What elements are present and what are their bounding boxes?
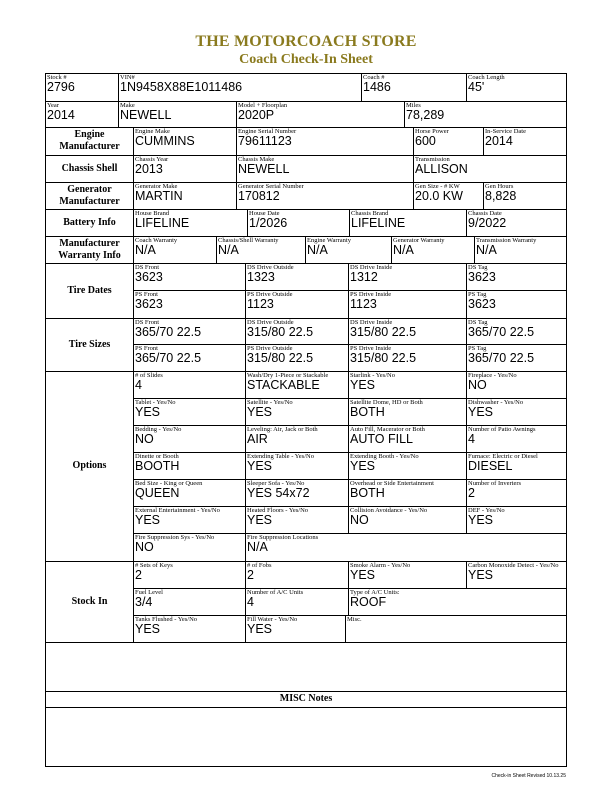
tire-sizes-section-label: Tire Sizes bbox=[68, 338, 111, 350]
chassis-date-value: 9/2022 bbox=[468, 216, 507, 230]
grid-line bbox=[247, 209, 248, 236]
option-satellite-value: YES bbox=[247, 405, 273, 419]
transmission-value: ALLISON bbox=[415, 162, 468, 176]
option-dishwasher-label: Dishwasher - Yes/No bbox=[468, 399, 524, 406]
option-inverters-label: Number of Inverters bbox=[468, 480, 522, 487]
tire-size-ds-front-value: 365/70 22.5 bbox=[135, 325, 202, 339]
gen-hours-label: Gen Hours bbox=[485, 183, 514, 190]
horse-power-label: Horse Power bbox=[415, 128, 449, 135]
grid-line bbox=[413, 155, 414, 182]
grid-line bbox=[236, 155, 237, 182]
option-sleeper-sofa-value: YES 54x72 bbox=[247, 486, 310, 500]
grid-line bbox=[45, 155, 567, 156]
generator-make-label: Generator Make bbox=[135, 183, 178, 190]
grid-line bbox=[45, 318, 567, 319]
tire-size-ps-drive-in-value: 315/80 22.5 bbox=[350, 351, 417, 365]
year-label: Year bbox=[47, 102, 59, 109]
grid-line bbox=[466, 74, 467, 101]
option-overhead-ent-value: BOTH bbox=[350, 486, 385, 500]
grid-line bbox=[118, 74, 119, 101]
grid-line bbox=[348, 371, 349, 533]
smoke-alarm-value: YES bbox=[350, 568, 376, 582]
option-fireplace-value: NO bbox=[468, 378, 487, 392]
tire-size-ds-drive-in-label: DS Drive Inside bbox=[350, 319, 393, 326]
coach-length-value: 45' bbox=[468, 80, 485, 94]
chassis-make-value: NEWELL bbox=[238, 162, 290, 176]
generator-make-value: MARTIN bbox=[135, 189, 183, 203]
option-bed-size-label: Bed Size - King or Queen bbox=[135, 480, 203, 487]
vin-label: VIN# bbox=[120, 74, 135, 81]
tire-size-ps-drive-out-label: PS Drive Outside bbox=[247, 345, 293, 352]
option-def-label: DEF - Yes/No bbox=[468, 507, 505, 514]
option-starlink-value: YES bbox=[350, 378, 376, 392]
option-ext-ent-value: YES bbox=[135, 513, 161, 527]
fuel-level-value: 3/4 bbox=[135, 595, 153, 609]
tire-date-ps-tag-value: 3623 bbox=[468, 297, 496, 311]
grid-line bbox=[133, 127, 134, 642]
grid-line bbox=[474, 236, 475, 263]
chassis-warranty-label: Chassis/Shell Warranty bbox=[218, 237, 279, 244]
tire-size-ps-drive-in-label: PS Drive Inside bbox=[350, 345, 392, 352]
in-service-date-label: In-Service Date bbox=[485, 128, 526, 135]
stock-number-value: 2796 bbox=[47, 80, 75, 94]
tire-date-ds-drive-in-label: DS Drive Inside bbox=[350, 264, 393, 271]
option-tablet-value: YES bbox=[135, 405, 161, 419]
option-bedding-label: Bedding - Yes/No bbox=[135, 426, 182, 433]
grid-line bbox=[45, 691, 567, 692]
tire-date-ps-tag-label: PS Tag bbox=[468, 291, 487, 298]
option-overhead-ent-label: Overhead or Side Entertainment bbox=[350, 480, 434, 487]
grid-line bbox=[348, 318, 349, 371]
tire-size-ps-tag-label: PS Tag bbox=[468, 345, 487, 352]
revision-footer: Check-in Sheet Revised 10.13.25 bbox=[491, 773, 566, 779]
tire-size-ds-tag-value: 365/70 22.5 bbox=[468, 325, 535, 339]
year-value: 2014 bbox=[47, 108, 75, 122]
option-sat-dome-value: BOTH bbox=[350, 405, 385, 419]
fuel-level-label: Fuel Level bbox=[135, 589, 163, 596]
option-heated-floors-value: YES bbox=[247, 513, 273, 527]
house-date-label: House Date bbox=[249, 210, 280, 217]
option-bedding-value: NO bbox=[135, 432, 154, 446]
option-bed-size-value: QUEEN bbox=[135, 486, 180, 500]
grid-line bbox=[404, 101, 405, 127]
ac-type-label: Type of A/C Units: bbox=[350, 589, 400, 596]
grid-line bbox=[236, 127, 237, 155]
grid-line bbox=[483, 127, 484, 155]
warranty-section-label: Manufacturer Warranty Info bbox=[58, 237, 121, 261]
tire-date-ds-drive-out-value: 1323 bbox=[247, 270, 275, 284]
horse-power-value: 600 bbox=[415, 134, 436, 148]
option-dishwasher-value: YES bbox=[468, 405, 494, 419]
ac-units-label: Number of A/C Units bbox=[247, 589, 304, 596]
coach-warranty-value: N/A bbox=[135, 243, 156, 257]
tire-size-ds-tag-label: DS Tag bbox=[468, 319, 488, 326]
option-sleeper-sofa-label: Sleeper Sofa - Yes/No bbox=[247, 480, 305, 487]
fobs-label: # of Fobs bbox=[247, 562, 272, 569]
tanks-flushed-label: Tanks Flushed - Yes/No bbox=[135, 616, 198, 623]
chassis-section-label: Chassis Shell bbox=[61, 162, 118, 174]
grid-line bbox=[305, 236, 306, 263]
tire-size-ps-tag-value: 365/70 22.5 bbox=[468, 351, 535, 365]
option-sat-dome-label: Satellite Dome, HD or Both bbox=[350, 399, 423, 406]
option-fire-supp-label: Fire Suppression Sys - Yes/No bbox=[135, 534, 215, 541]
misc-notes-heading: MISC Notes bbox=[279, 693, 333, 704]
option-autofill-label: Auto Fill, Macerator or Both bbox=[350, 426, 425, 433]
chassis-year-label: Chassis Year bbox=[135, 156, 169, 163]
generator-section-label: Generator Manufacturer bbox=[59, 183, 120, 207]
engine-serial-value: 79611123 bbox=[238, 134, 292, 148]
generator-serial-value: 170812 bbox=[238, 189, 280, 203]
transmission-label: Transmission bbox=[415, 156, 450, 163]
chassis-date-label: Chassis Date bbox=[468, 210, 502, 217]
option-dinette-value: BOOTH bbox=[135, 459, 180, 473]
option-awnings-label: Number of Patio Awnings bbox=[468, 426, 536, 433]
co-detector-label: Carbon Monoxide Detect - Yes/No bbox=[468, 562, 559, 569]
grid-line bbox=[45, 707, 567, 708]
house-brand-value: LIFELINE bbox=[135, 216, 190, 230]
fill-water-label: Fill Water - Yes/No bbox=[247, 616, 298, 623]
stock-in-section-label: Stock In bbox=[71, 595, 108, 607]
grid-line bbox=[348, 561, 349, 615]
chassis-brand-value: LIFELINE bbox=[351, 216, 406, 230]
tire-size-ps-drive-out-value: 315/80 22.5 bbox=[247, 351, 314, 365]
grid-line bbox=[345, 615, 346, 642]
grid-line bbox=[466, 318, 467, 371]
grid-line bbox=[216, 236, 217, 263]
option-heated-floors-label: Heated Floors - Yes/No bbox=[247, 507, 309, 514]
option-collision-label: Collision Avoidance - Yes/No bbox=[350, 507, 428, 514]
tire-size-ds-drive-in-value: 315/80 22.5 bbox=[350, 325, 417, 339]
grid-line bbox=[483, 182, 484, 209]
in-service-date-value: 2014 bbox=[485, 134, 513, 148]
chassis-brand-label: Chassis Brand bbox=[351, 210, 389, 217]
model-floorplan-value: 2020P bbox=[238, 108, 275, 122]
grid-line bbox=[413, 127, 414, 155]
option-slides-label: # of Slides bbox=[135, 372, 163, 379]
miles-value: 78,289 bbox=[406, 108, 445, 122]
grid-line bbox=[361, 74, 362, 101]
grid-line bbox=[466, 209, 467, 236]
fill-water-value: YES bbox=[247, 622, 273, 636]
keys-label: # Sets of Keys bbox=[135, 562, 173, 569]
grid-line bbox=[45, 263, 567, 264]
tire-date-ps-drive-in-label: PS Drive Inside bbox=[350, 291, 392, 298]
engine-warranty-label: Engine Warranty bbox=[307, 237, 351, 244]
grid-line bbox=[245, 371, 246, 533]
engine-warranty-value: N/A bbox=[307, 243, 328, 257]
battery-section-label: Battery Info bbox=[63, 216, 116, 228]
grid-line bbox=[245, 533, 246, 561]
option-fire-supp-value: NO bbox=[135, 540, 154, 554]
option-ext-table-value: YES bbox=[247, 459, 273, 473]
option-leveling-label: Leveling: Air, Jack or Both bbox=[247, 426, 318, 433]
option-slides-value: 4 bbox=[135, 378, 142, 392]
gen-size-label: Gen Size - # KW bbox=[415, 183, 460, 190]
sheet-title: Coach Check-In Sheet bbox=[239, 52, 373, 67]
grid-line bbox=[391, 236, 392, 263]
grid-line bbox=[245, 318, 246, 371]
grid-line bbox=[245, 263, 246, 318]
option-satellite-label: Satellite - Yes/No bbox=[247, 399, 293, 406]
generator-warranty-value: N/A bbox=[393, 243, 414, 257]
grid-line bbox=[466, 263, 467, 318]
tire-date-ds-tag-label: DS Tag bbox=[468, 264, 488, 271]
tire-dates-section-label: Tire Dates bbox=[67, 284, 112, 296]
tire-size-ds-front-label: DS Front bbox=[135, 319, 160, 326]
transmission-warranty-label: Transmission Warranty bbox=[476, 237, 537, 244]
grid-line bbox=[236, 101, 237, 127]
option-ext-ent-label: External Entertainment - Yes/No bbox=[135, 507, 220, 514]
option-def-value: YES bbox=[468, 513, 494, 527]
gen-hours-value: 8,828 bbox=[485, 189, 517, 203]
ac-type-value: ROOF bbox=[350, 595, 387, 609]
option-fire-loc-label: Fire Suppression Locations bbox=[247, 534, 319, 541]
engine-make-value: CUMMINS bbox=[135, 134, 195, 148]
keys-value: 2 bbox=[135, 568, 142, 582]
generator-serial-label: Generator Serial Number bbox=[238, 183, 304, 190]
ac-units-value: 4 bbox=[247, 595, 254, 609]
co-detector-value: YES bbox=[468, 568, 494, 582]
tire-size-ps-front-label: PS Front bbox=[135, 345, 158, 352]
option-ext-booth-value: YES bbox=[350, 459, 376, 473]
tire-size-ps-front-value: 365/70 22.5 bbox=[135, 351, 202, 365]
tire-date-ps-drive-out-label: PS Drive Outside bbox=[247, 291, 293, 298]
option-dinette-label: Dinette or Booth bbox=[135, 453, 179, 460]
option-washer-value: STACKABLE bbox=[247, 378, 320, 392]
grid-line bbox=[236, 182, 237, 209]
tire-date-ds-drive-in-value: 1312 bbox=[350, 270, 378, 284]
grid-line bbox=[413, 182, 414, 209]
grid-line bbox=[45, 642, 567, 643]
grid-line bbox=[349, 209, 350, 236]
option-inverters-value: 2 bbox=[468, 486, 475, 500]
miles-label: Miles bbox=[406, 102, 421, 109]
option-fireplace-label: Fireplace - Yes/No bbox=[468, 372, 517, 379]
grid-line bbox=[466, 371, 467, 533]
tire-date-ds-front-value: 3623 bbox=[135, 270, 163, 284]
option-furnace-value: DIESEL bbox=[468, 459, 513, 473]
tanks-flushed-value: YES bbox=[135, 622, 161, 636]
option-fire-loc-value: N/A bbox=[247, 540, 268, 554]
house-date-value: 1/2026 bbox=[249, 216, 288, 230]
option-washer-label: Wash/Dry 1-Piece or Stackable bbox=[247, 372, 329, 379]
chassis-year-value: 2013 bbox=[135, 162, 163, 176]
option-furnace-label: Furnace: Electric or Diesel bbox=[468, 453, 538, 460]
misc-label: Misc. bbox=[347, 616, 362, 623]
coach-warranty-label: Coach Warranty bbox=[135, 237, 178, 244]
stock-number-label: Stock # bbox=[47, 74, 67, 81]
engine-section-label: Engine Manufacturer bbox=[59, 129, 120, 152]
option-ext-booth-label: Extending Booth - Yes/No bbox=[350, 453, 419, 460]
tire-size-ds-drive-out-label: DS Drive Outside bbox=[247, 319, 294, 326]
option-leveling-value: AIR bbox=[247, 432, 268, 446]
engine-serial-label: Engine Serial Number bbox=[238, 128, 297, 135]
option-autofill-value: AUTO FILL bbox=[350, 432, 413, 446]
generator-warranty-label: Generator Warranty bbox=[393, 237, 445, 244]
options-section-label: Options bbox=[72, 460, 107, 471]
fobs-value: 2 bbox=[247, 568, 254, 582]
tire-date-ps-drive-in-value: 1123 bbox=[350, 297, 377, 311]
tire-date-ps-drive-out-value: 1123 bbox=[247, 297, 274, 311]
coach-number-value: 1486 bbox=[363, 80, 391, 94]
model-floorplan-label: Model + Floorplan bbox=[238, 102, 288, 109]
tire-date-ds-front-label: DS Front bbox=[135, 264, 160, 271]
transmission-warranty-value: N/A bbox=[476, 243, 497, 257]
option-starlink-label: Starlink - Yes/No bbox=[350, 372, 395, 379]
tire-date-ds-drive-out-label: DS Drive Outside bbox=[247, 264, 294, 271]
company-title: THE MOTORCOACH STORE bbox=[195, 33, 417, 50]
option-ext-table-label: Extending Table - Yes/No bbox=[247, 453, 314, 460]
grid-line bbox=[118, 101, 119, 127]
grid-line bbox=[348, 263, 349, 318]
tire-date-ps-front-value: 3623 bbox=[135, 297, 163, 311]
check-in-form bbox=[45, 73, 567, 767]
smoke-alarm-label: Smoke Alarm - Yes/No bbox=[350, 562, 411, 569]
chassis-make-label: Chassis Make bbox=[238, 156, 275, 163]
coach-number-label: Coach # bbox=[363, 74, 385, 81]
grid-line bbox=[466, 561, 467, 588]
tire-date-ds-tag-value: 3623 bbox=[468, 270, 496, 284]
option-collision-value: NO bbox=[350, 513, 369, 527]
option-tablet-label: Tablet - Yes/No bbox=[135, 399, 176, 406]
make-value: NEWELL bbox=[120, 108, 172, 122]
coach-length-label: Coach Length bbox=[468, 74, 505, 81]
option-awnings-value: 4 bbox=[468, 432, 475, 446]
tire-size-ds-drive-out-value: 315/80 22.5 bbox=[247, 325, 314, 339]
tire-date-ps-front-label: PS Front bbox=[135, 291, 158, 298]
grid-line bbox=[245, 561, 246, 642]
make-label: Make bbox=[120, 102, 135, 109]
vin-value: 1N9458X88E1011486 bbox=[120, 80, 243, 94]
engine-make-label: Engine Make bbox=[135, 128, 170, 135]
chassis-warranty-value: N/A bbox=[218, 243, 239, 257]
house-brand-label: House Brand bbox=[135, 210, 170, 217]
gen-size-value: 20.0 KW bbox=[415, 189, 463, 203]
